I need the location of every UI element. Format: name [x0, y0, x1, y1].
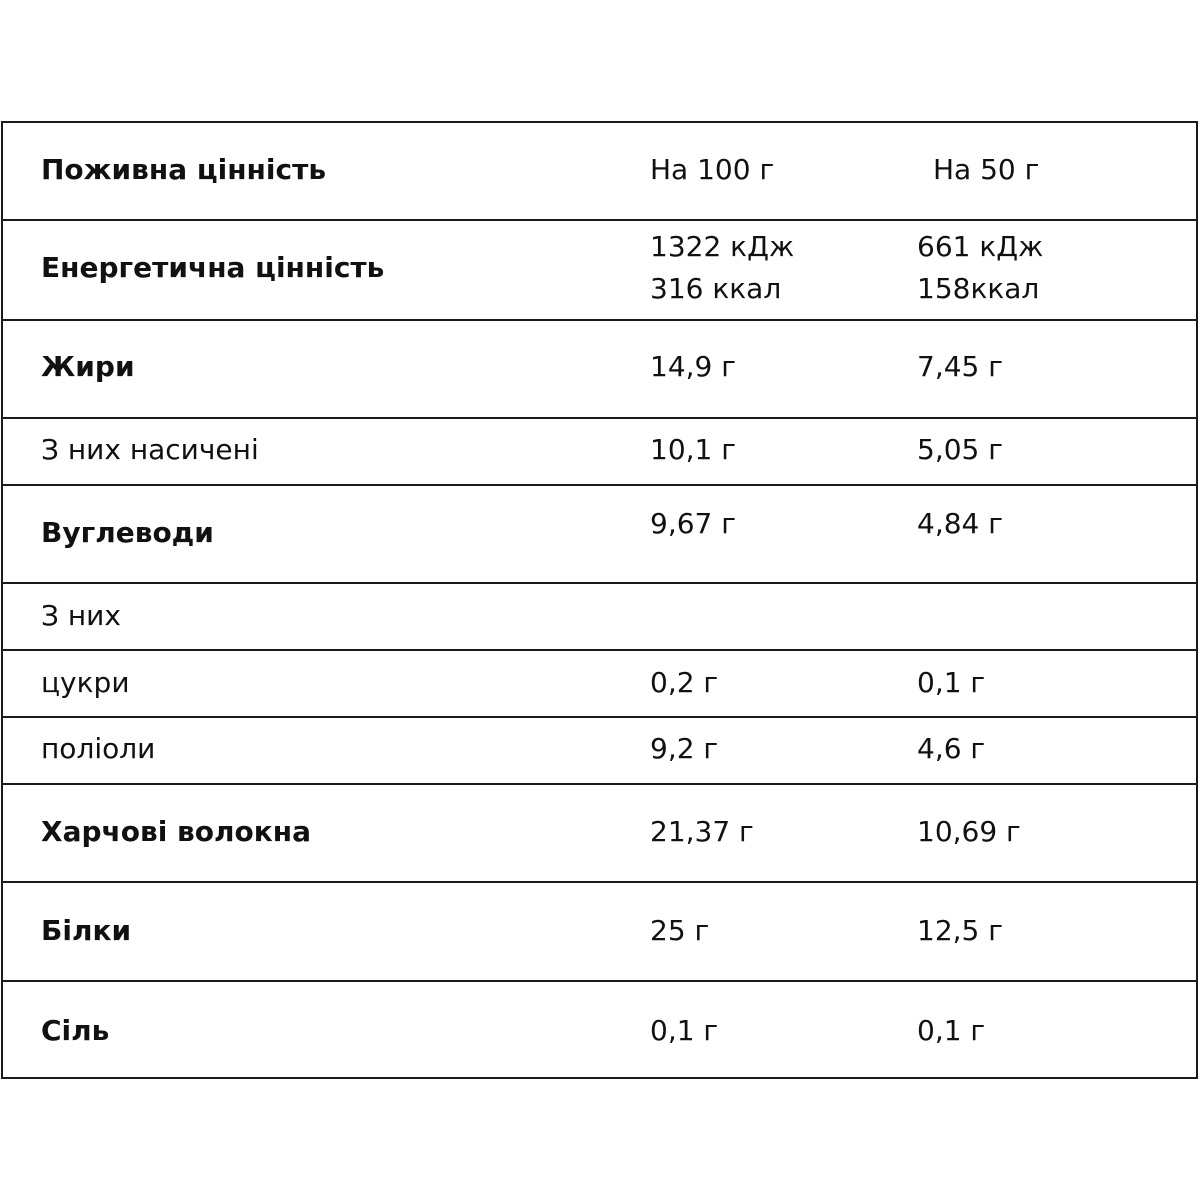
- row-value-100g: 9,2 г: [650, 732, 719, 765]
- row-label: Сіль: [41, 1014, 110, 1047]
- table-row-fats: [3, 321, 1196, 419]
- row-label: Білки: [41, 914, 132, 947]
- row-value-50g: [917, 226, 1043, 310]
- table-row-energy: [3, 221, 1196, 321]
- table-row-of-which: [3, 584, 1196, 651]
- row-value-50g: 12,5 г: [917, 914, 1003, 947]
- row-label: Харчові волокна: [41, 815, 311, 848]
- energy-kj-100g: 1322 кДж: [650, 230, 795, 263]
- table-row-sugars: [3, 651, 1196, 718]
- energy-kj-50g: 661 кДж: [917, 230, 1044, 263]
- row-label: З них: [41, 599, 121, 632]
- table-header-row: [3, 123, 1196, 221]
- row-value-100g: 10,1 г: [650, 433, 736, 466]
- row-value-100g: [650, 226, 794, 310]
- row-label: Вуглеводи: [41, 516, 214, 549]
- row-value-50g: 0,1 г: [917, 1014, 986, 1047]
- header-col-100g: На 100 г: [650, 153, 775, 186]
- table-row-protein: [3, 883, 1196, 982]
- table-row-carbohydrates: [3, 486, 1196, 584]
- table-row-salt: [3, 982, 1196, 1077]
- table-row-saturated: [3, 419, 1196, 486]
- row-value-50g: 5,05 г: [917, 433, 1003, 466]
- row-value-50g: 4,6 г: [917, 732, 986, 765]
- row-label: Енергетична цінність: [41, 251, 385, 284]
- row-label: З них насичені: [41, 433, 259, 466]
- row-value-50g: 4,84 г: [917, 507, 1003, 540]
- row-value-100g: 0,2 г: [650, 666, 719, 699]
- table-row-polyols: [3, 718, 1196, 785]
- header-label: Поживна цінність: [41, 153, 327, 186]
- row-value-100g: 14,9 г: [650, 350, 736, 383]
- row-label: поліоли: [41, 732, 156, 765]
- energy-kcal-100g: 316 ккал: [650, 272, 782, 305]
- row-value-50g: 10,69 г: [917, 815, 1021, 848]
- row-value-100g: 25 г: [650, 914, 710, 947]
- nutrition-table: [1, 121, 1198, 1079]
- energy-kcal-50g: 158ккал: [917, 272, 1040, 305]
- table-row-fiber: [3, 785, 1196, 883]
- row-value-100g: 0,1 г: [650, 1014, 719, 1047]
- row-label: цукри: [41, 666, 130, 699]
- row-value-100g: 21,37 г: [650, 815, 754, 848]
- row-label: Жири: [41, 350, 135, 383]
- row-value-50g: 0,1 г: [917, 666, 986, 699]
- row-value-100g: 9,67 г: [650, 507, 736, 540]
- row-value-50g: 7,45 г: [917, 350, 1003, 383]
- header-col-50g: На 50 г: [933, 153, 1040, 186]
